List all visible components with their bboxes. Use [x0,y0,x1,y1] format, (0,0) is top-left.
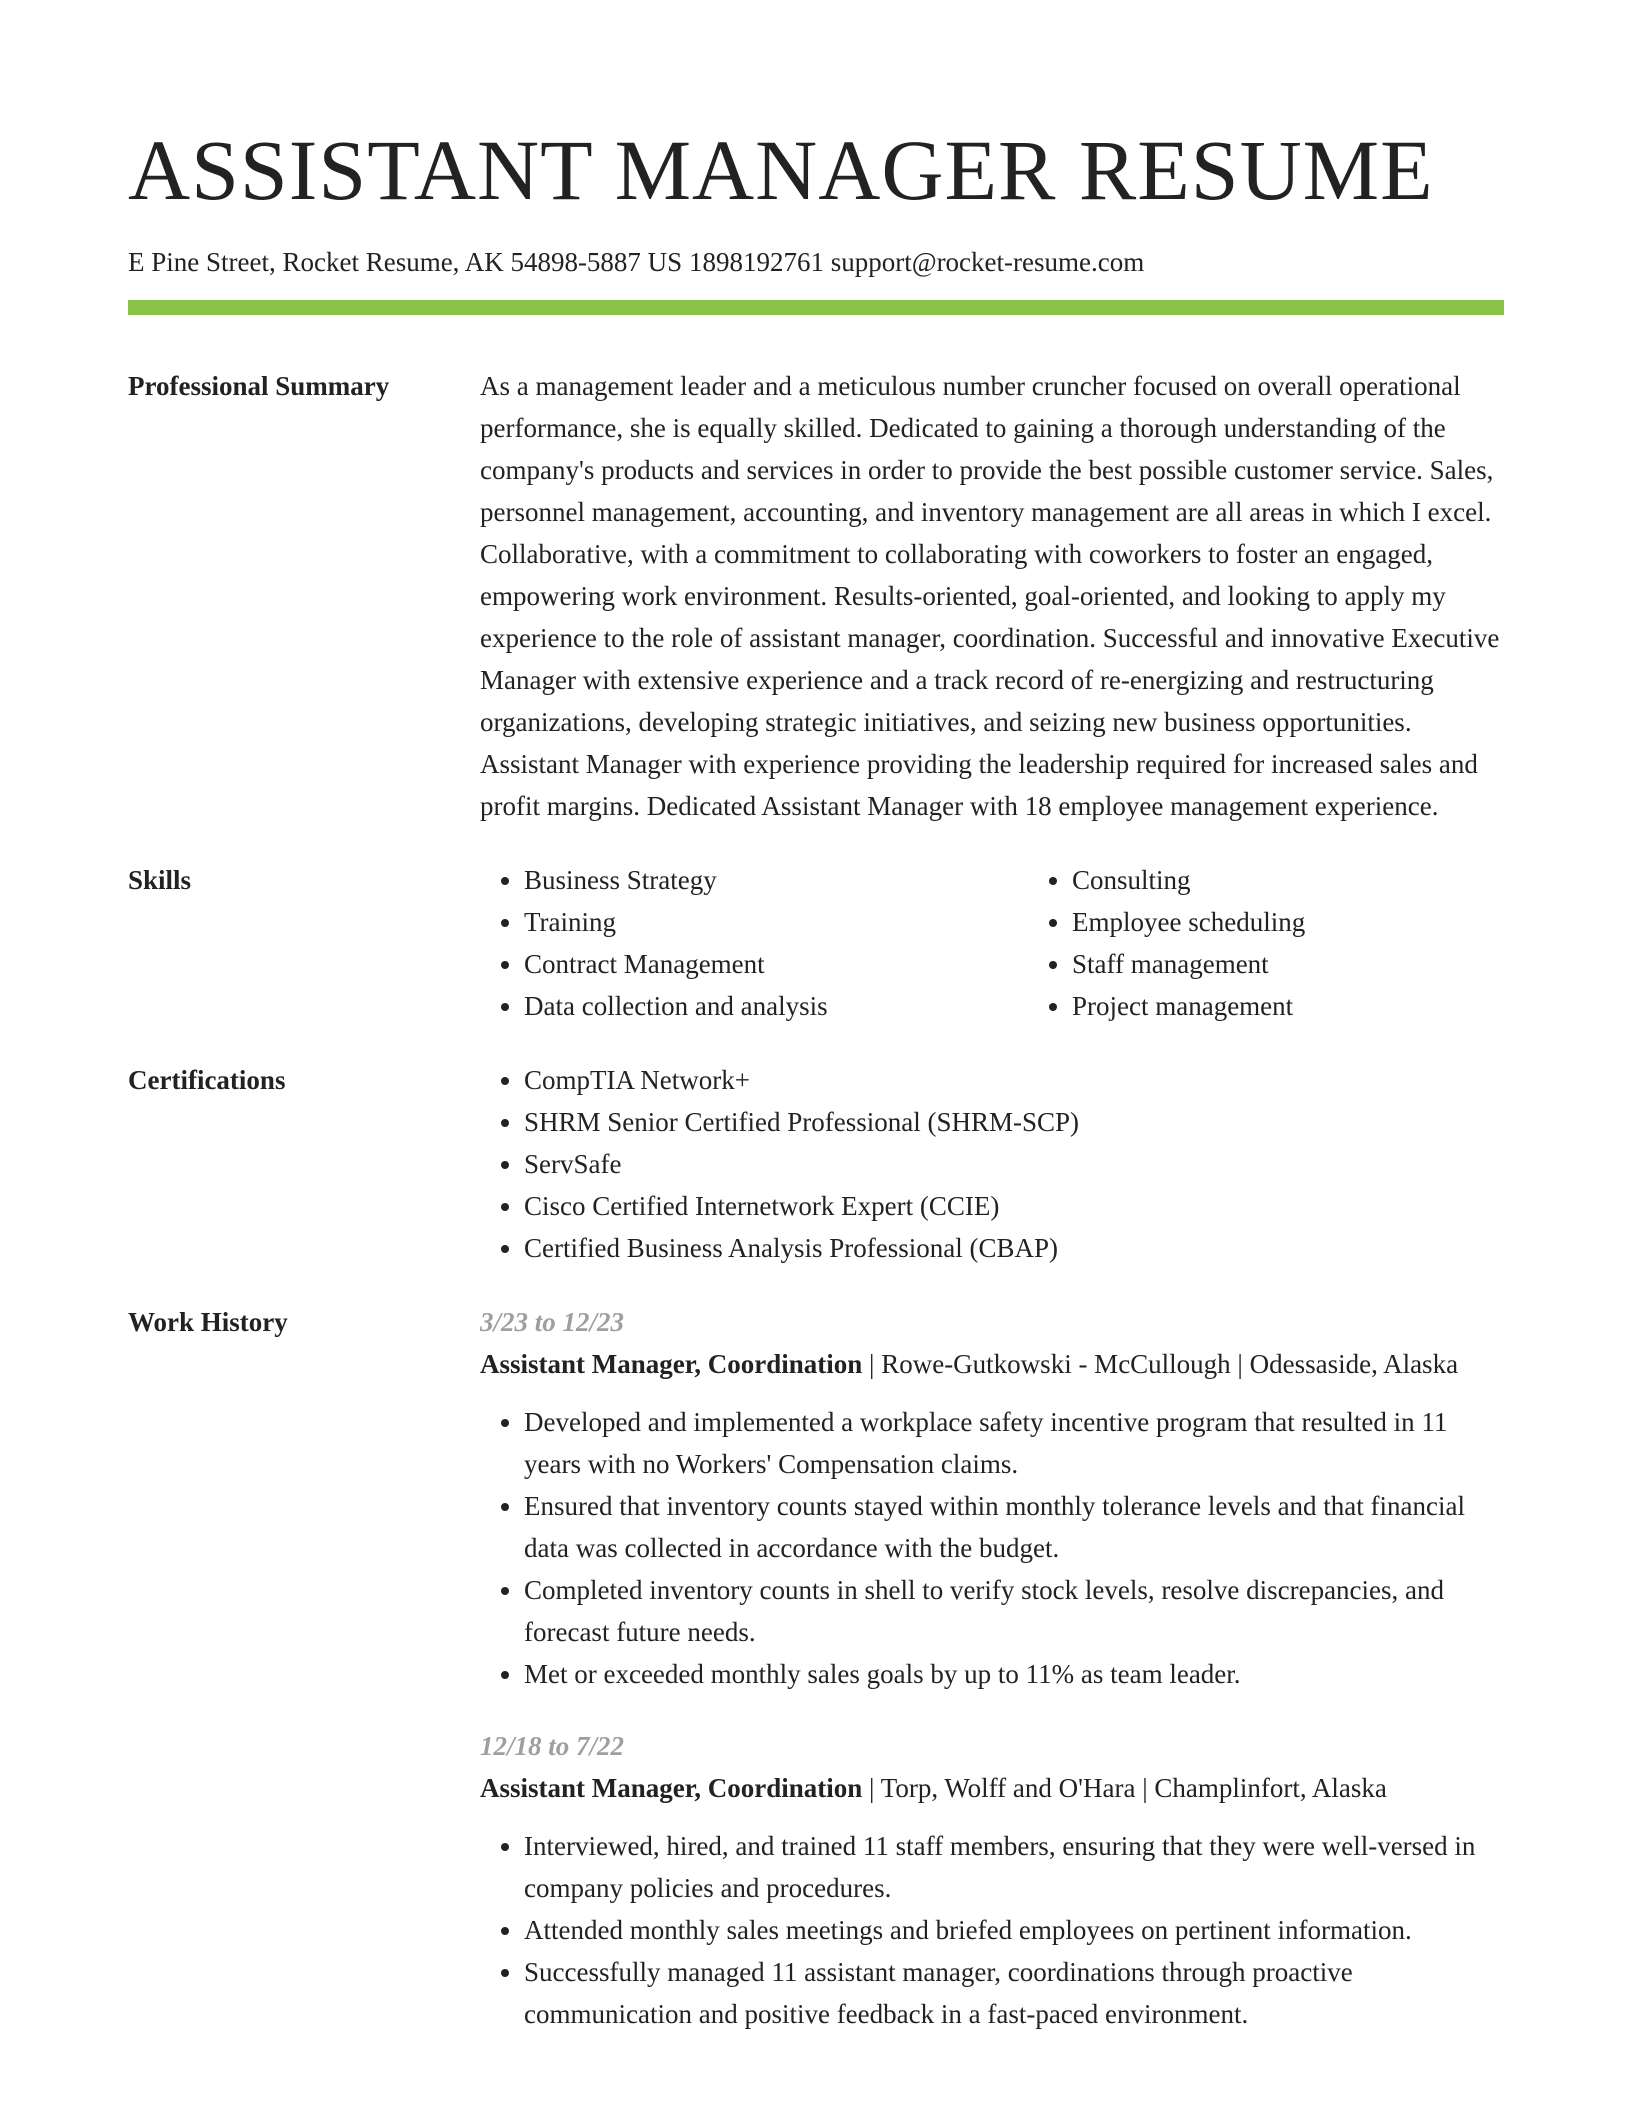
certification-item: • Certified Business Analysis Professional (CBAP) [524,1227,1504,1269]
job-title: Assistant Manager, Coordination [480,1349,863,1379]
job-bullet: • Met or exceeded monthly sales goals by up to 11% as team leader. [524,1653,1504,1695]
section-title-skills: Skills [128,865,192,895]
job-bullet: • Attended monthly sales meetings and briefed employees on pertinent information. [524,1909,1504,1951]
resume-title: ASSISTANT MANAGER RESUME [128,122,1434,218]
job-bullet: • Completed inventory counts in shell to verify stock levels, resolve discrepancies, and forecast future needs. [524,1569,1504,1653]
job-employer-location: | Torp, Wolff and O'Hara | Champlinfort, Alaska [862,1773,1387,1803]
certifications-section [128,1059,1504,1269]
job-heading [480,1343,1504,1385]
skills-list-right [1028,859,1576,1027]
skills-section [128,859,1504,1027]
skill-item: • Data collection and analysis [524,985,1028,1027]
certification-item: • Cisco Certified Internetwork Expert (CCIE) [524,1185,1504,1227]
contact-line: E Pine Street, Rocket Resume, AK 54898-5887 US 1898192761 support@rocket-resume.com [128,247,1145,277]
accent-divider [128,300,1504,315]
certification-item: • SHRM Senior Certified Professional (SHRM-SCP) [524,1101,1504,1143]
skill-item: • Contract Management [524,943,1028,985]
certifications-list [480,1059,1504,1269]
job-title: Assistant Manager, Coordination [480,1773,863,1803]
summary-section [128,365,1504,827]
section-title-summary: Professional Summary [128,371,390,401]
summary-text: As a management leader and a meticulous number cruncher focused on overall operational performance, she is equally skilled. Dedicated to gaining a thorough understanding of the company's products and services in order to provide the best possible customer service. Sales, personnel management, accounting, and inventory management are all areas in which I excel. Collaborative, with a commitment to collaborating with coworkers to foster an engaged, empowering work environment. Results-oriented, goal-oriented, and looking to apply my experience to the role of assistant manager, coordination. Successful and innovative Executive Manager with extensive experience and a track record of re-energizing and restructuring organizations, developing strategic initiatives, and seizing new business opportunities. Assistant Manager with experience providing the leadership required for increased sales and profit margins. Dedicated Assistant Manager with 18 employee management experience. [480,371,1500,821]
job-bullet: • Interviewed, hired, and trained 11 staff members, ensuring that they were well-versed in company policies and procedures. [524,1825,1504,1909]
section-title-work-history: Work History [128,1307,288,1337]
skill-item: • Employee scheduling [1072,901,1576,943]
section-title-certifications: Certifications [128,1065,286,1095]
certifications-body [480,1059,1504,1269]
resume-page [128,0,1504,2035]
skills-body [480,859,1576,1027]
skill-item: • Consulting [1072,859,1576,901]
skill-item: • Business Strategy [524,859,1028,901]
job-dates: 3/23 to 12/23 [480,1307,625,1337]
job-employer-location: | Rowe-Gutkowski - McCullough | Odessaside, Alaska [862,1349,1459,1379]
skill-item: • Project management [1072,985,1576,1027]
job-bullet: • Developed and implemented a workplace safety incentive program that resulted in 11 years with no Workers' Compensation claims. [524,1401,1504,1485]
skills-list-left [480,859,1028,1027]
job-bullets [480,1825,1504,2035]
job-bullet: • Ensured that inventory counts stayed within monthly tolerance levels and that financial data was collected in accordance with the budget. [524,1485,1504,1569]
job-bullets [480,1401,1504,1695]
job-bullet: • Successfully managed 11 assistant manager, coordinations through proactive communication and positive feedback in a fast-paced environment. [524,1951,1504,2035]
work-history-body [480,1301,1504,2035]
skill-item: • Training [524,901,1028,943]
skill-item: • Staff management [1072,943,1576,985]
job-heading [480,1767,1504,1809]
job-entry [480,1301,1504,1695]
certification-item: • ServSafe [524,1143,1504,1185]
skills-columns [480,859,1576,1027]
job-dates: 12/18 to 7/22 [480,1731,625,1761]
certification-item: • CompTIA Network+ [524,1059,1504,1101]
work-history-section [128,1301,1504,2035]
job-entry [480,1725,1504,2035]
